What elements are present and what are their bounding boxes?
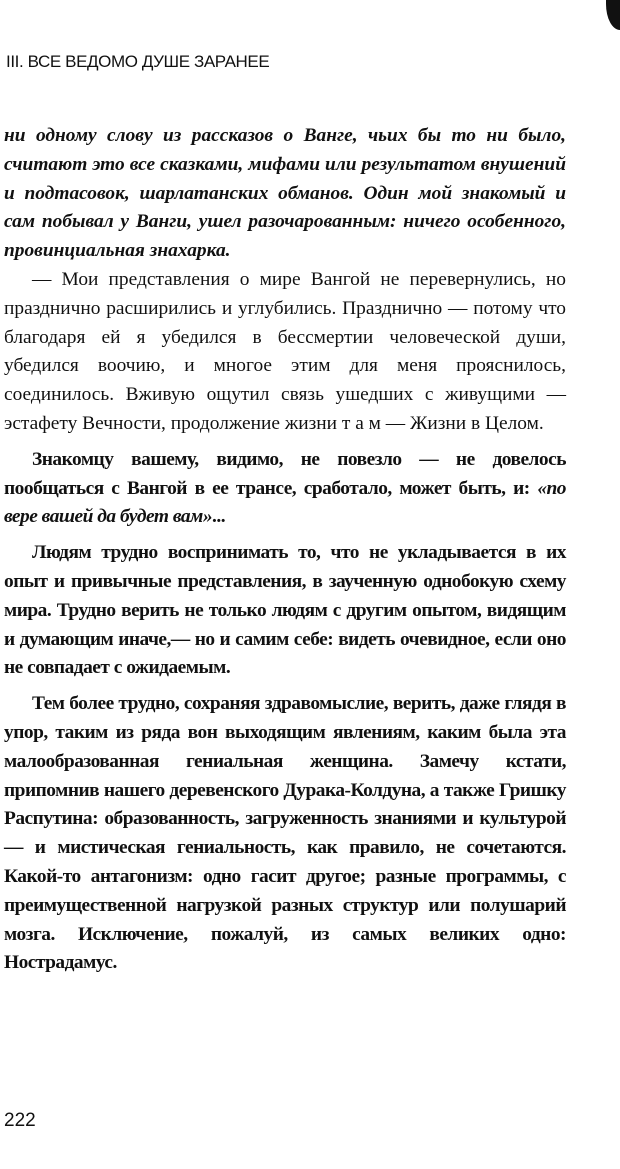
- paragraph-1: ни одному слову из рассказов о Ванге, чьих бы то ни было, считают это все сказками, мифами или результатом внушений и подтасовок, шарлатанских обманов. Один мой знакомый и сам побывал у Ванги, ушел разочарованным: ничего особенного, провинциальная знахарка.: [4, 125, 566, 262]
- paragraph-3-end: ...: [212, 506, 226, 528]
- paragraph-3-quote: «по вере вашей да будет вам»: [4, 477, 566, 528]
- paragraph-2: — Мои представления о мире Вангой не перевернулись, но празднично расширились и углубились. Празднично — потому что благодаря ей я убедился в бессмертии человеческой души, убедился воочию, и многое этим для меня прояснилось, соединилось. Вживую ощутил связь ушедших с живущими — эстафету Вечности, продолжение жизни т а м — Жизни в Целом.: [4, 268, 566, 434]
- page-number: 222: [4, 1110, 36, 1131]
- running-head: III. ВСЕ ВЕДОМО ДУШЕ ЗАРАНЕЕ: [6, 52, 270, 71]
- paragraph-3: [4, 446, 566, 532]
- page-corner-mark: [606, 0, 620, 30]
- paragraph-3-text: Знакомцу вашему, видимо, не повезло — не довелось пообщаться с Вангой в ее трансе, сработало, может быть, и:: [4, 448, 566, 499]
- page-body: [4, 122, 566, 978]
- paragraph-4: Людям трудно воспринимать то, что не укладывается в их опыт и привычные представления, в заученную однобокую схему мира. Трудно верить не только людям с другим опытом, видящим и думающим иначе,— но и самим себе: видеть очевидное, если оно не совпадает с ожидаемым.: [4, 542, 566, 679]
- paragraph-5: Тем более трудно, сохраняя здравомыслие, верить, даже глядя в упор, таким из ряда вон выходящим явлениям, каким была эта малообразованная гениальная женщина. Замечу кстати, припомнив нашего деревенского Дурака-Колдуна, а также Гришку Распутина: образованность, загруженность знаниями и культурой — и мистическая гениальность, как правило, не сочетаются. Какой-то антагонизм: одно гасит другое; разные программы, с преимущественной нагрузкой разных структур или полушарий мозга. Исключение, пожалуй, из самых великих одно: Нострадамус.: [4, 693, 566, 974]
